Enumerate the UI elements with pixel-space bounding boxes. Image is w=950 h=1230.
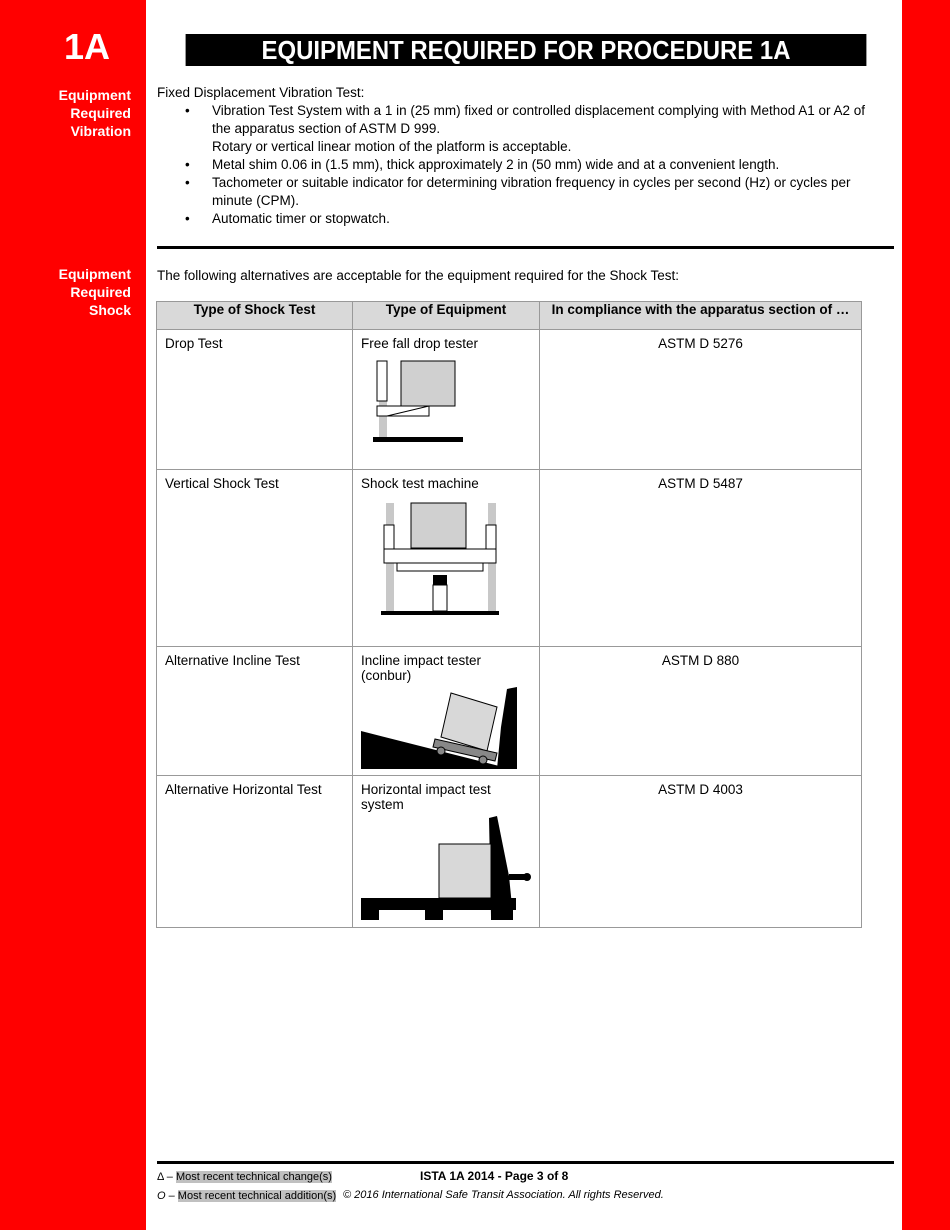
list-item: • Tachometer or suitable indicator for determining vibration frequency in cycles per second (Hz) or cycles per minute (CPM).: [157, 174, 877, 210]
standard-cell: ASTM D 5276: [540, 330, 862, 470]
shock-test-cell: Drop Test: [157, 330, 353, 470]
standard-cell: ASTM D 4003: [540, 776, 862, 928]
footer-divider: [157, 1161, 894, 1164]
footer-addition-legend: O – Most recent technical addition(s): [157, 1190, 337, 1202]
equipment-cell: Shock test machine: [353, 470, 540, 647]
footer-copyright: © 2016 International Safe Transit Association. All rights Reserved.: [343, 1189, 664, 1201]
page-title: EQUIPMENT REQUIRED FOR PROCEDURE 1A: [186, 34, 867, 66]
vibration-equipment-section: [157, 84, 877, 228]
list-item: • Vibration Test System with a 1 in (25 mm) fixed or controlled displacement complying with Method A1 or A2 of the apparatus section of ASTM D 999. Rotary or vertical linear motion of the platform is acceptable.: [157, 102, 877, 156]
section-divider: [157, 246, 894, 249]
table-row: [157, 330, 862, 470]
standard-cell: ASTM D 5487: [540, 470, 862, 647]
equipment-cell: Horizontal impact test system: [353, 776, 540, 928]
equipment-cell: Free fall drop tester: [353, 330, 540, 470]
standard-cell: ASTM D 880: [540, 647, 862, 776]
table-row: [157, 776, 862, 928]
shock-equipment-table: [156, 301, 862, 928]
shock-test-cell: Vertical Shock Test: [157, 470, 353, 647]
sidebar-label-shock: Equipment Required Shock: [58, 266, 131, 318]
column-header: Type of Equipment: [353, 302, 540, 330]
shock-intro: The following alternatives are acceptable for the equipment required for the Shock Test:: [157, 268, 680, 283]
column-header: In compliance with the apparatus section of …: [540, 302, 862, 330]
vibration-heading: Fixed Displacement Vibration Test:: [157, 85, 365, 100]
column-header: Type of Shock Test: [157, 302, 353, 330]
footer-change-legend: Δ – Most recent technical change(s): [157, 1171, 332, 1183]
table-row: [157, 647, 862, 776]
left-red-bar: [0, 0, 146, 1230]
shock-test-cell: Alternative Incline Test: [157, 647, 353, 776]
table-header-row: [157, 302, 862, 330]
sidebar-label-vibration: Equipment Required Vibration: [58, 87, 131, 139]
vibration-list: [157, 102, 877, 228]
procedure-number: 1A: [64, 26, 111, 67]
shock-machine-icon: [361, 495, 521, 620]
table-row: [157, 470, 862, 647]
footer-page-info: ISTA 1A 2014 - Page 3 of 8: [420, 1169, 569, 1183]
horizontal-tester-icon: [361, 816, 531, 921]
right-red-bar: [902, 0, 950, 1230]
shock-test-cell: Alternative Horizontal Test: [157, 776, 353, 928]
drop-tester-icon: [361, 355, 481, 445]
list-item: • Automatic timer or stopwatch.: [157, 210, 877, 228]
equipment-cell: Incline impact tester (conbur): [353, 647, 540, 776]
list-item: • Metal shim 0.06 in (1.5 mm), thick approximately 2 in (50 mm) wide and at a convenient length.: [157, 156, 877, 174]
incline-tester-icon: [361, 687, 521, 769]
